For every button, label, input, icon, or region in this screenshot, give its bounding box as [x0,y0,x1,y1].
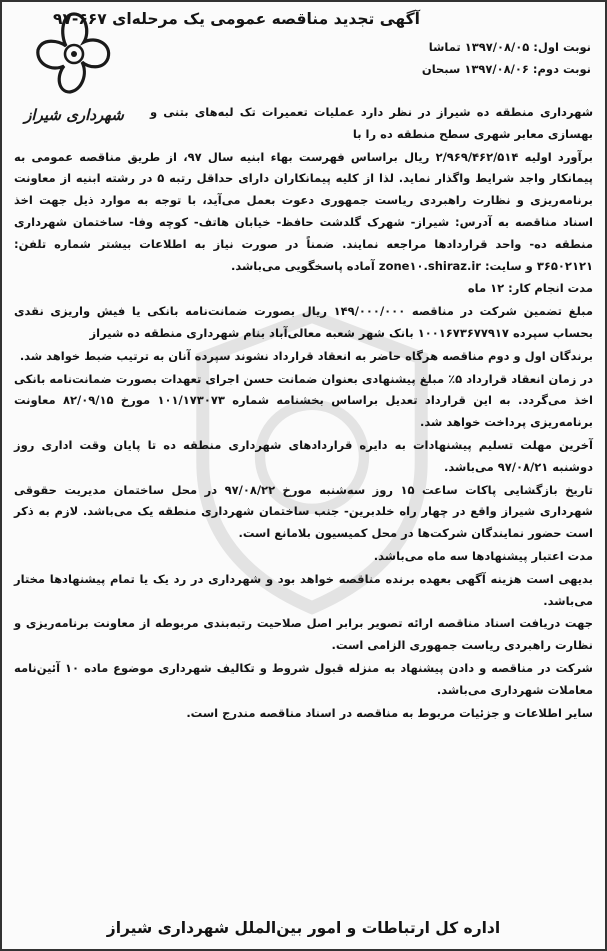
paragraph-deadline: آخرین مهلت تسلیم پیشنهادات به دایره قراردادهای شهرداری منطقه ده تا پایان وقت اداری روز دوشنبه ۹۷/۰۸/۲۱ می‌باشد. [14,437,593,474]
paragraph-guarantee: مبلغ تضمین شرکت در مناقصه ۱۴۹/۰۰۰/۰۰۰ ریال بصورت ضمانت‌نامه بانکی یا فیش واریزی نقدی بحساب سپرده ۱۰۰۱۶۷۳۶۷۷۹۱۷ بانک شهر شعبه معالی‌آباد بنام شهرداری منطقه ده شیراز [14,304,593,340]
paragraph-documents: جهت دریافت اسناد مناقصه ارائه تصویر برابر اصل صلاحیت رتبه‌بندی مربوطه از معاونت برنامه‌ریزی و نظارت راهبردی ریاست جمهوری الزامی است. [14,616,593,653]
turn-first: نوبت اول: ۱۳۹۷/۰۸/۰۵ تماشا [428,40,591,54]
notice-body [14,102,593,725]
paragraph-costs: بدیهی است هزینه آگهی بعهده برنده مناقصه خواهد بود و شهرداری در رد یک یا تمام پیشنهادها مختار می‌باشد. [14,571,593,608]
publication-turns [151,36,591,80]
notice-title: آگهی تجدید مناقصه عمومی یک مرحله‌ای ۶۶۷-۹۷ [53,10,420,28]
paragraph-opening: تاریخ بازگشایی پاکات ساعت ۱۵ روز سه‌شنبه مورخ ۹۷/۰۸/۲۲ در محل ساختمان مدیریت حقوقی شهرداری شیراز واقع در چهار راه خلدبرین- جنب ساختمان شهرداری منطقه یک می‌باشد. لازم به ذکر است حضور نمایندگان شرکت‌ها در محل کمیسیون بلامانع است. [14,482,593,541]
paragraph-estimate: برآورد اولیه ۲/۹۶۹/۴۶۲/۵۱۴ ریال براساس فهرست بهاء ابنیه سال ۹۷، از طریق مناقصه عمومی به پیمانکار واجد شرایط واگذار نماید. لذا از کلیه پیمانکاران دارای حداقل رتبه ۵ در رشته ابنیه از معاونت برنامه‌ریزی و نظارت راهبردی ریاست جمهوری دعوت بعمل می‌آید، با توجه به موارد ذیل جهت اخذ اسناد مناقصه به آدرس: شیراز- شهرک گلدشت حافظ- خیابان هاتف- کوچه وفا- ساختمان شهرداری منطقه ده- واحد قراردادها مراجعه نمایند. ضمناً در صورت نیاز به اطلاعات بیشتر شماره تلفن: ۳۶۵۰۲۱۲۱ و سایت: zone۱۰.shiraz.ir آماده پاسخگویی می‌باشد. [14,149,593,273]
paragraph-duration: مدت انجام کار: ۱۲ ماه [467,281,593,296]
paragraph-other-info: سایر اطلاعات و جزئیات مربوط به مناقصه در اسناد مناقصه مندرج است. [186,705,593,720]
logo-text: شهرداری شیراز [24,106,124,124]
paragraph-acceptance: شرکت در مناقصه و دادن پیشنهاد به منزله قبول شروط و تکالیف شهرداری موضوع ماده ۱۰ آئین‌نامه معاملات شهرداری می‌باشد. [14,660,593,697]
turn-second: نوبت دوم: ۱۳۹۷/۰۸/۰۶ سبحان [421,62,591,76]
issuer-footer: اداره کل ارتباطات و امور بین‌الملل شهرداری شیراز [106,919,501,937]
intro-paragraph: شهرداری منطقه ده شیراز در نظر دارد عملیات تعمیرات تک لبه‌های بتنی و بهسازی معابر شهری سطح منطقه ده را با [150,105,593,141]
paragraph-winners: برندگان اول و دوم مناقصه هرگاه حاضر به انعقاد قرارداد نشوند سپرده آنان به ترتیب ضبط خواهد شد. [19,348,593,363]
paragraph-performance-bond: در زمان انعقاد قرارداد ۵٪ مبلغ پیشنهادی بعنوان ضمانت حسن اجرای تعهدات بصورت ضمانت‌نامه بانکی اخذ می‌گردد. به این قرارداد تعدیل براساس بخشنامه شماره ۱۰۱/۱۷۳۰۷۳ مورخ ۸۲/۰۹/۱۵ معاونت برنامه‌ریزی پرداخت خواهد شد. [14,371,593,430]
paragraph-validity: مدت اعتبار پیشنهادها سه ماه می‌باشد. [373,548,593,563]
